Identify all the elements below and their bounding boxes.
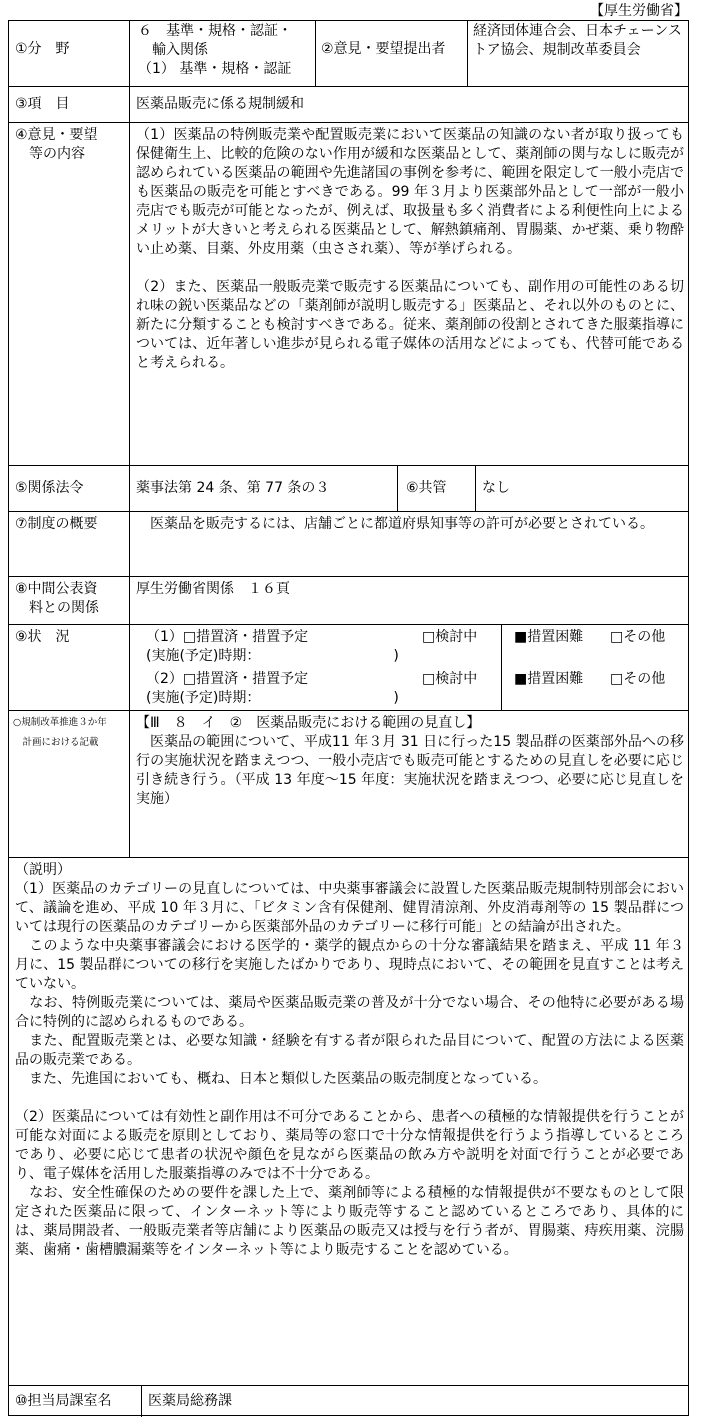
plan-label: ○規制改革推進３か年 計画における記載 <box>13 717 107 748</box>
explanation-text: （説明） （1）医薬品のカテゴリーの見直しについては、中央薬事審議会に設置した医薬品販売規制特別部会において、議論を進め、平成 10 年３月に、「ビタミン含有保健剤、健胃清涼剤、外皮消毒剤等の 15 製品群については現行の医薬品のカテゴリーから医薬部外品のカテゴリーに移行可能」との結論が出された。 このような中央薬事審議会における医学的・薬学的観点からの十分な審議結果を踏まえ、平成 11 年３月に、15 製品群についての移行を実施したばかりであり、現時点において、その範囲を見直すことは考えていない。 なお、特例販売業については、薬局や医薬品販売業の普及が十分でない場合、その他特に必要がある場合に特例的に認められるものである。 また、配置販売業とは、必要な知識・経験を有する者が限られた品目について、配置の方法による医薬品の販売業である。 また、先進国においても、概ね、日本と類似した医薬品の販売制度となっている。 （2）医薬品については有効性と副作用は不可分であることから、患者への積極的な情報提供を行うことが可能な対面による販売を原則としており、薬局等の窓口で十分な情報提供を行うよう指導しているところであり、必要に応じて患者の状況や顔色を見ながら医薬品の飲み方や説明を対面で行うことが必要であり、電子媒体を活用した服薬指導のみでは不十分である。 なお、安全性確保のための要件を課した上で、薬剤師等による積極的な情報提供が不要なものとして限定された医薬品に限って、インターネット等により販売等すること認めているところであり、具体的には、薬局開設者、一般販売業者等店舗により医薬品の販売又は授与を行う者が、胃腸薬、痔疾用薬、浣腸薬、歯痛・歯槽膿漏薬等をインターネット等により販売することを認めている。 <box>15 862 684 1258</box>
status-main-column <box>129 625 501 710</box>
status-row <box>9 625 688 711</box>
status-2-main: （2）□措置済・措置予定 (実施(予定)時期： ) <box>146 671 399 706</box>
law-value: 薬事法第 24 条、第 77 条の３ <box>129 466 397 511</box>
interim-value: 厚生労働省関係 １６頁 <box>129 577 688 624</box>
status-2-other: □その他 <box>610 671 666 687</box>
status-side-column <box>501 625 688 710</box>
item-row <box>9 87 688 123</box>
joint-value: なし <box>475 466 688 511</box>
system-label: ⑦制度の概要 <box>15 516 98 532</box>
status-label: ⑨状 況 <box>15 629 70 645</box>
joint-label: ⑥共管 <box>397 466 475 511</box>
office-label: ⑩担当局課室名 <box>15 1393 112 1409</box>
system-row <box>9 512 688 577</box>
field-row <box>9 21 688 87</box>
office-row <box>9 1386 688 1417</box>
opinion-row <box>9 123 688 466</box>
system-text: 医薬品を販売するには、店舗ごとに都道府県知事等の許可が必要とされている。 <box>129 512 688 576</box>
law-row <box>9 466 688 512</box>
status-2-difficult: ■措置困難 <box>514 671 584 687</box>
item-label: ③項 目 <box>15 96 70 112</box>
interim-label: ⑧中間公表資 料との関係 <box>15 581 99 616</box>
explanation-row <box>9 858 688 1386</box>
status-1-difficult: ■措置困難 <box>514 629 584 645</box>
plan-row <box>9 711 688 858</box>
field-value: ６ 基準・規格・認証・ 輸入関係 （1） 基準・規格・認証 <box>129 21 315 86</box>
plan-text: 【Ⅲ ８ イ ② 医薬品販売における範囲の見直し】 医薬品の範囲について、平成11 年３月 31 日に行った15 製品群の医薬部外品への移行の実施状況を踏まえつつ、一般小売店でも販売可能とするための見直しを必要に応じ引き続き行う。（平成 13 年度～15 年度：実施状況を踏まえつつ、必要に応じ見直しを実施） <box>129 711 688 857</box>
item-value: 医薬品販売に係る規制緩和 <box>129 87 688 122</box>
request-table <box>8 20 689 1416</box>
status-1-main: （1）□措置済・措置予定 (実施(予定)時期： ) <box>146 629 399 664</box>
submitter-label: ②意見・要望提出者 <box>315 21 467 86</box>
law-label: ⑤関係法令 <box>15 480 84 496</box>
opinion-text: （1）医薬品の特例販売業や配置販売業において医薬品の知識のない者が取り扱っても保健衛生上、比較的危険のない作用が緩和な医薬品として、薬剤師の関与なしに販売が認められている医薬品の範囲や先進諸国の事例を参考に、範囲を限定して一般小売店でも医薬品の販売を可能とすべきである。99 年３月より医薬部外品として一部が一般小売店でも販売が可能となったが、例えば、取扱量も多く消費者による利便性向上によるメリットが大きいと考えられる医薬品として、解熱鎮痛剤、胃腸薬、かぜ薬、乗り物酔い止め薬、目薬、外皮用薬（虫さされ薬）、等が挙げられる。 （2）また、医薬品一般販売業で販売する医薬品についても、副作用の可能性のある切れ味の鋭い医薬品などの「薬剤師が説明し販売する」医薬品と、それ以外のものとに、新たに分類することも検討すべきである。従来、薬剤師の役割とされてきた服薬指導については、近年著しい進歩が見られる電子媒体の活用などによっても、代替可能であると考えられる。 <box>129 123 688 465</box>
submitter-value: 経済団体連合会、日本チェーンストア協会、規制改革委員会 <box>467 21 688 86</box>
interim-row <box>9 577 688 625</box>
status-1-other: □その他 <box>610 629 666 645</box>
status-1-review: □検討中 <box>422 629 478 645</box>
ministry-header: 【厚生労働省】 <box>590 3 688 19</box>
field-label: ①分 野 <box>15 41 70 57</box>
status-2-review: □検討中 <box>422 671 478 687</box>
office-value: 医薬局総務課 <box>141 1386 688 1417</box>
opinion-label: ④意見・要望 等の内容 <box>15 127 98 162</box>
